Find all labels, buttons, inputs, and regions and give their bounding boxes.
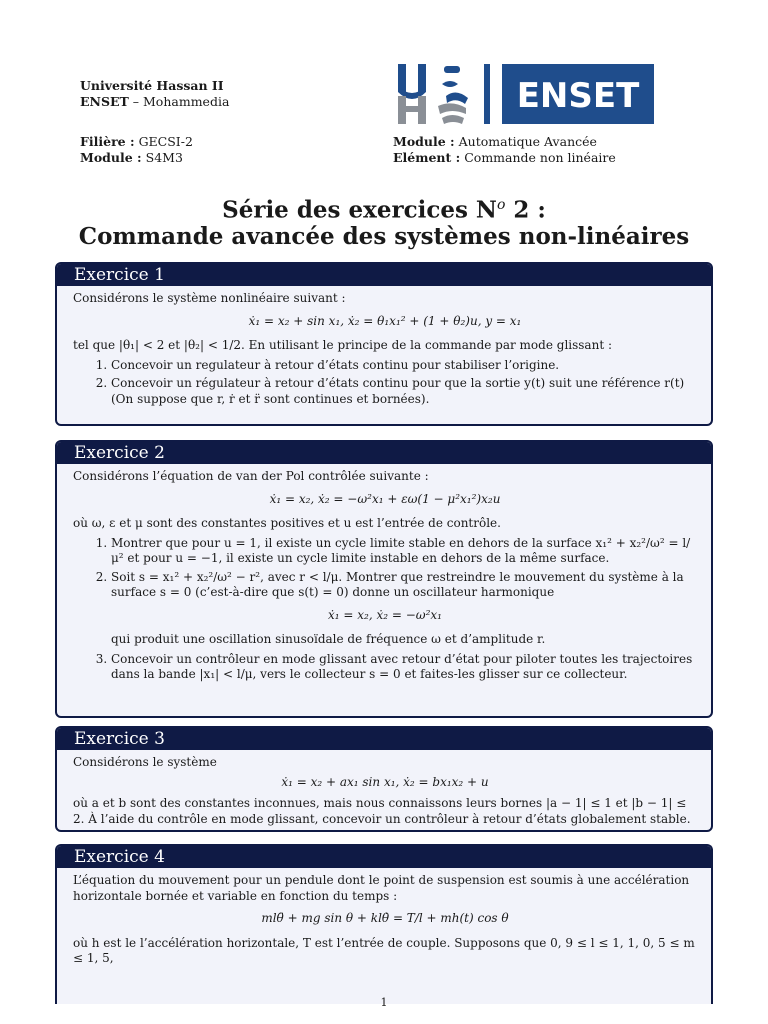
exercise-4-statement: où h est le l’accélération horizontale, T est l’entrée de couple. Supposons que 0, 9 ≤ l ≤ 1, 1, 0, 5 ≤ m ≤ 1, 5, — [73, 935, 695, 965]
university-name: Université Hassan II — [80, 78, 224, 93]
exercise-3-intro: Considérons le système — [73, 755, 217, 769]
exercise-2-intro: Considérons l’équation de van der Pol contrôlée suivante : — [73, 469, 429, 483]
exercise-2-q2-continued: qui produit une oscillation sinusoïdale de fréquence ω et d’amplitude r. — [111, 632, 546, 646]
element-line: Elément : Commande non linéaire — [393, 150, 616, 165]
exercise-2-title: Exercice 2 — [57, 442, 711, 464]
module-line: Module : S4M3 — [80, 150, 183, 165]
exercise-2-box — [55, 440, 713, 718]
course-block — [393, 134, 616, 166]
exercise-1-intro: Considérons le système nonlinéaire suivant : — [73, 291, 346, 305]
enset-logo — [396, 62, 654, 126]
exercise-2-questions-b — [73, 652, 697, 683]
exercise-2-q2: 2. Soit s = x₁² + x₂²/ω² − r², avec r < l/μ. Montrer que restreindre le mouvement du système à la surface s = 0 (c’est-à-dire que s(t) = 0) donne un oscillateur harmonique — [111, 570, 697, 601]
exercise-3-title: Exercice 3 — [57, 728, 711, 750]
exercise-4-box — [55, 844, 713, 1004]
exercise-4-equation: mlθ̈ + mg sin θ + klθ̇ = T/l + mh(t) cos θ — [261, 911, 509, 925]
exercise-4-title: Exercice 4 — [57, 846, 711, 868]
title-line-1: Série des exercices $N^o$ 2 : — [222, 196, 546, 224]
exercise-3-equation: ẋ₁ = x₂ + ax₁ sin x₁, ẋ₂ = bx₁x₂ + u — [281, 774, 489, 789]
exercise-4-intro: L’équation du mouvement pour un pendule dont le point de suspension est soumis à une accélération horizontale bornée et variable en fonction du temps : — [73, 873, 690, 903]
exercise-2-q1: 1. Montrer que pour u = 1, il existe un cycle limite stable en dehors de la surface x₁² + x₂²/ω² = l/μ² et pour u = −1, il existe un cycle limite instable en dehors de la même surface. — [111, 536, 697, 567]
logo-wordmark: ENSET — [516, 76, 640, 116]
document-title — [0, 192, 768, 250]
exercise-2-questions-a — [73, 536, 697, 601]
exercise-2-body — [57, 464, 711, 683]
exercise-1-condition: tel que |θ₁| < 2 et |θ₂| < 1/2. En utilisant le principe de la commande par mode glissant : — [73, 338, 612, 352]
page-number: 1 — [380, 996, 388, 1009]
exercise-1-body — [57, 286, 711, 407]
exercise-4-body — [57, 868, 711, 967]
module-name-line: Module : Automatique Avancée — [393, 134, 597, 149]
program-block — [80, 134, 193, 166]
exercise-2-oscillator-equation: ẋ₁ = x₂, ẋ₂ = −ω²x₁ — [328, 607, 442, 622]
institution-block — [80, 78, 229, 110]
exercise-3-box — [55, 726, 713, 832]
exercise-1-q1: 1. Concevoir un regulateur à retour d’états continu pour stabiliser l’origine. — [111, 358, 697, 374]
title-line-2: Commande avancée des systèmes non-linéaires — [78, 222, 690, 250]
exercise-1-box — [55, 262, 713, 426]
exercise-1-title: Exercice 1 — [57, 264, 711, 286]
exercise-3-body — [57, 750, 711, 827]
exercise-3-statement: où a et b sont des constantes inconnues, mais nous connaissons leurs bornes |a − 1| ≤ 1 et |b − 1| ≤ 2. À l’aide du contrôle en mode glissant, concevoir un contrôleur à retour d’états globalement stable. — [73, 796, 691, 826]
exercise-2-q3: 3. Concevoir un contrôleur en mode glissant avec retour d’état pour piloter toutes les trajectoires dans la bande |x₁| < l/μ, vers le collecteur s = 0 et faites-les glisser sur ce collecteur. — [111, 652, 697, 683]
exercise-1-equation: ẋ₁ = x₂ + sin x₁, ẋ₂ = θ₁x₁² + (1 + θ₂)u, y = x₁ — [248, 313, 522, 328]
exercise-1-questions — [73, 358, 697, 408]
filiere-line: Filière : GECSI-2 — [80, 134, 193, 149]
school-name: ENSET – Mohammedia — [80, 94, 230, 109]
exercise-1-q2: 2. Concevoir un régulateur à retour d’états continu pour que la sortie y(t) suit une référence r(t) (On suppose que r, ṙ et r̈ sont continues et bornées). — [111, 376, 697, 407]
exercise-2-definitions: où ω, ε et μ sont des constantes positives et u est l’entrée de contrôle. — [73, 516, 501, 530]
exercise-2-equation: ẋ₁ = x₂, ẋ₂ = −ω²x₁ + εω(1 − μ²x₁²)x₂u — [269, 491, 501, 506]
